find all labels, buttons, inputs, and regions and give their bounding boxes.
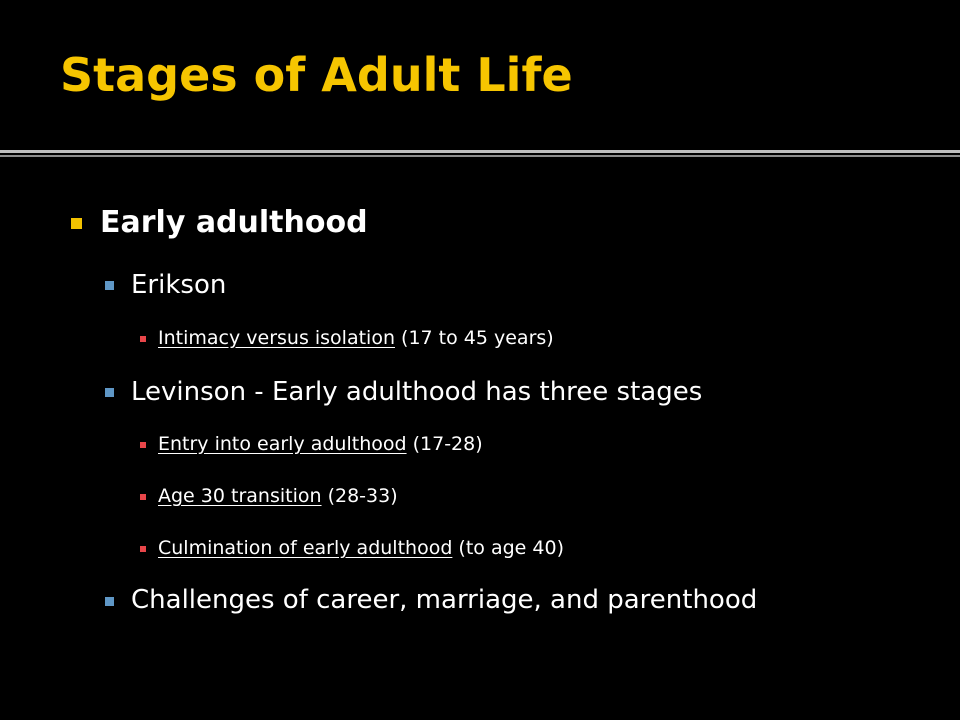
term-detail: (28-33) [321, 485, 398, 507]
square-bullet-icon [105, 281, 114, 290]
bullet-text [158, 433, 483, 455]
square-bullet-icon [105, 597, 114, 606]
term-detail: (17 to 45 years) [395, 327, 554, 349]
square-bullet-icon [140, 494, 146, 500]
square-bullet-icon [71, 218, 82, 229]
square-bullet-icon [140, 336, 146, 342]
bullet-text [158, 327, 554, 349]
bullet-text: Challenges of career, marriage, and parenthood [131, 585, 758, 615]
title-bar [0, 0, 960, 150]
square-bullet-icon [140, 442, 146, 448]
square-bullet-icon [105, 388, 114, 397]
slide-title: Stages of Adult Life [60, 48, 573, 102]
bullet-text: Levinson - Early adulthood has three stages [131, 377, 703, 407]
underlined-term: Culmination of early adulthood [158, 537, 453, 559]
term-detail: (to age 40) [452, 537, 564, 559]
slide-content [0, 157, 960, 720]
bullet-text [158, 537, 564, 559]
underlined-term: Age 30 transition [158, 485, 322, 507]
underlined-term: Intimacy versus isolation [158, 327, 395, 349]
bullet-text [158, 485, 398, 507]
term-detail: (17-28) [406, 433, 483, 455]
bullet-text: Erikson [131, 270, 227, 300]
title-divider [0, 150, 960, 153]
underlined-term: Entry into early adulthood [158, 433, 407, 455]
square-bullet-icon [140, 546, 146, 552]
bullet-text: Early adulthood [100, 205, 368, 240]
